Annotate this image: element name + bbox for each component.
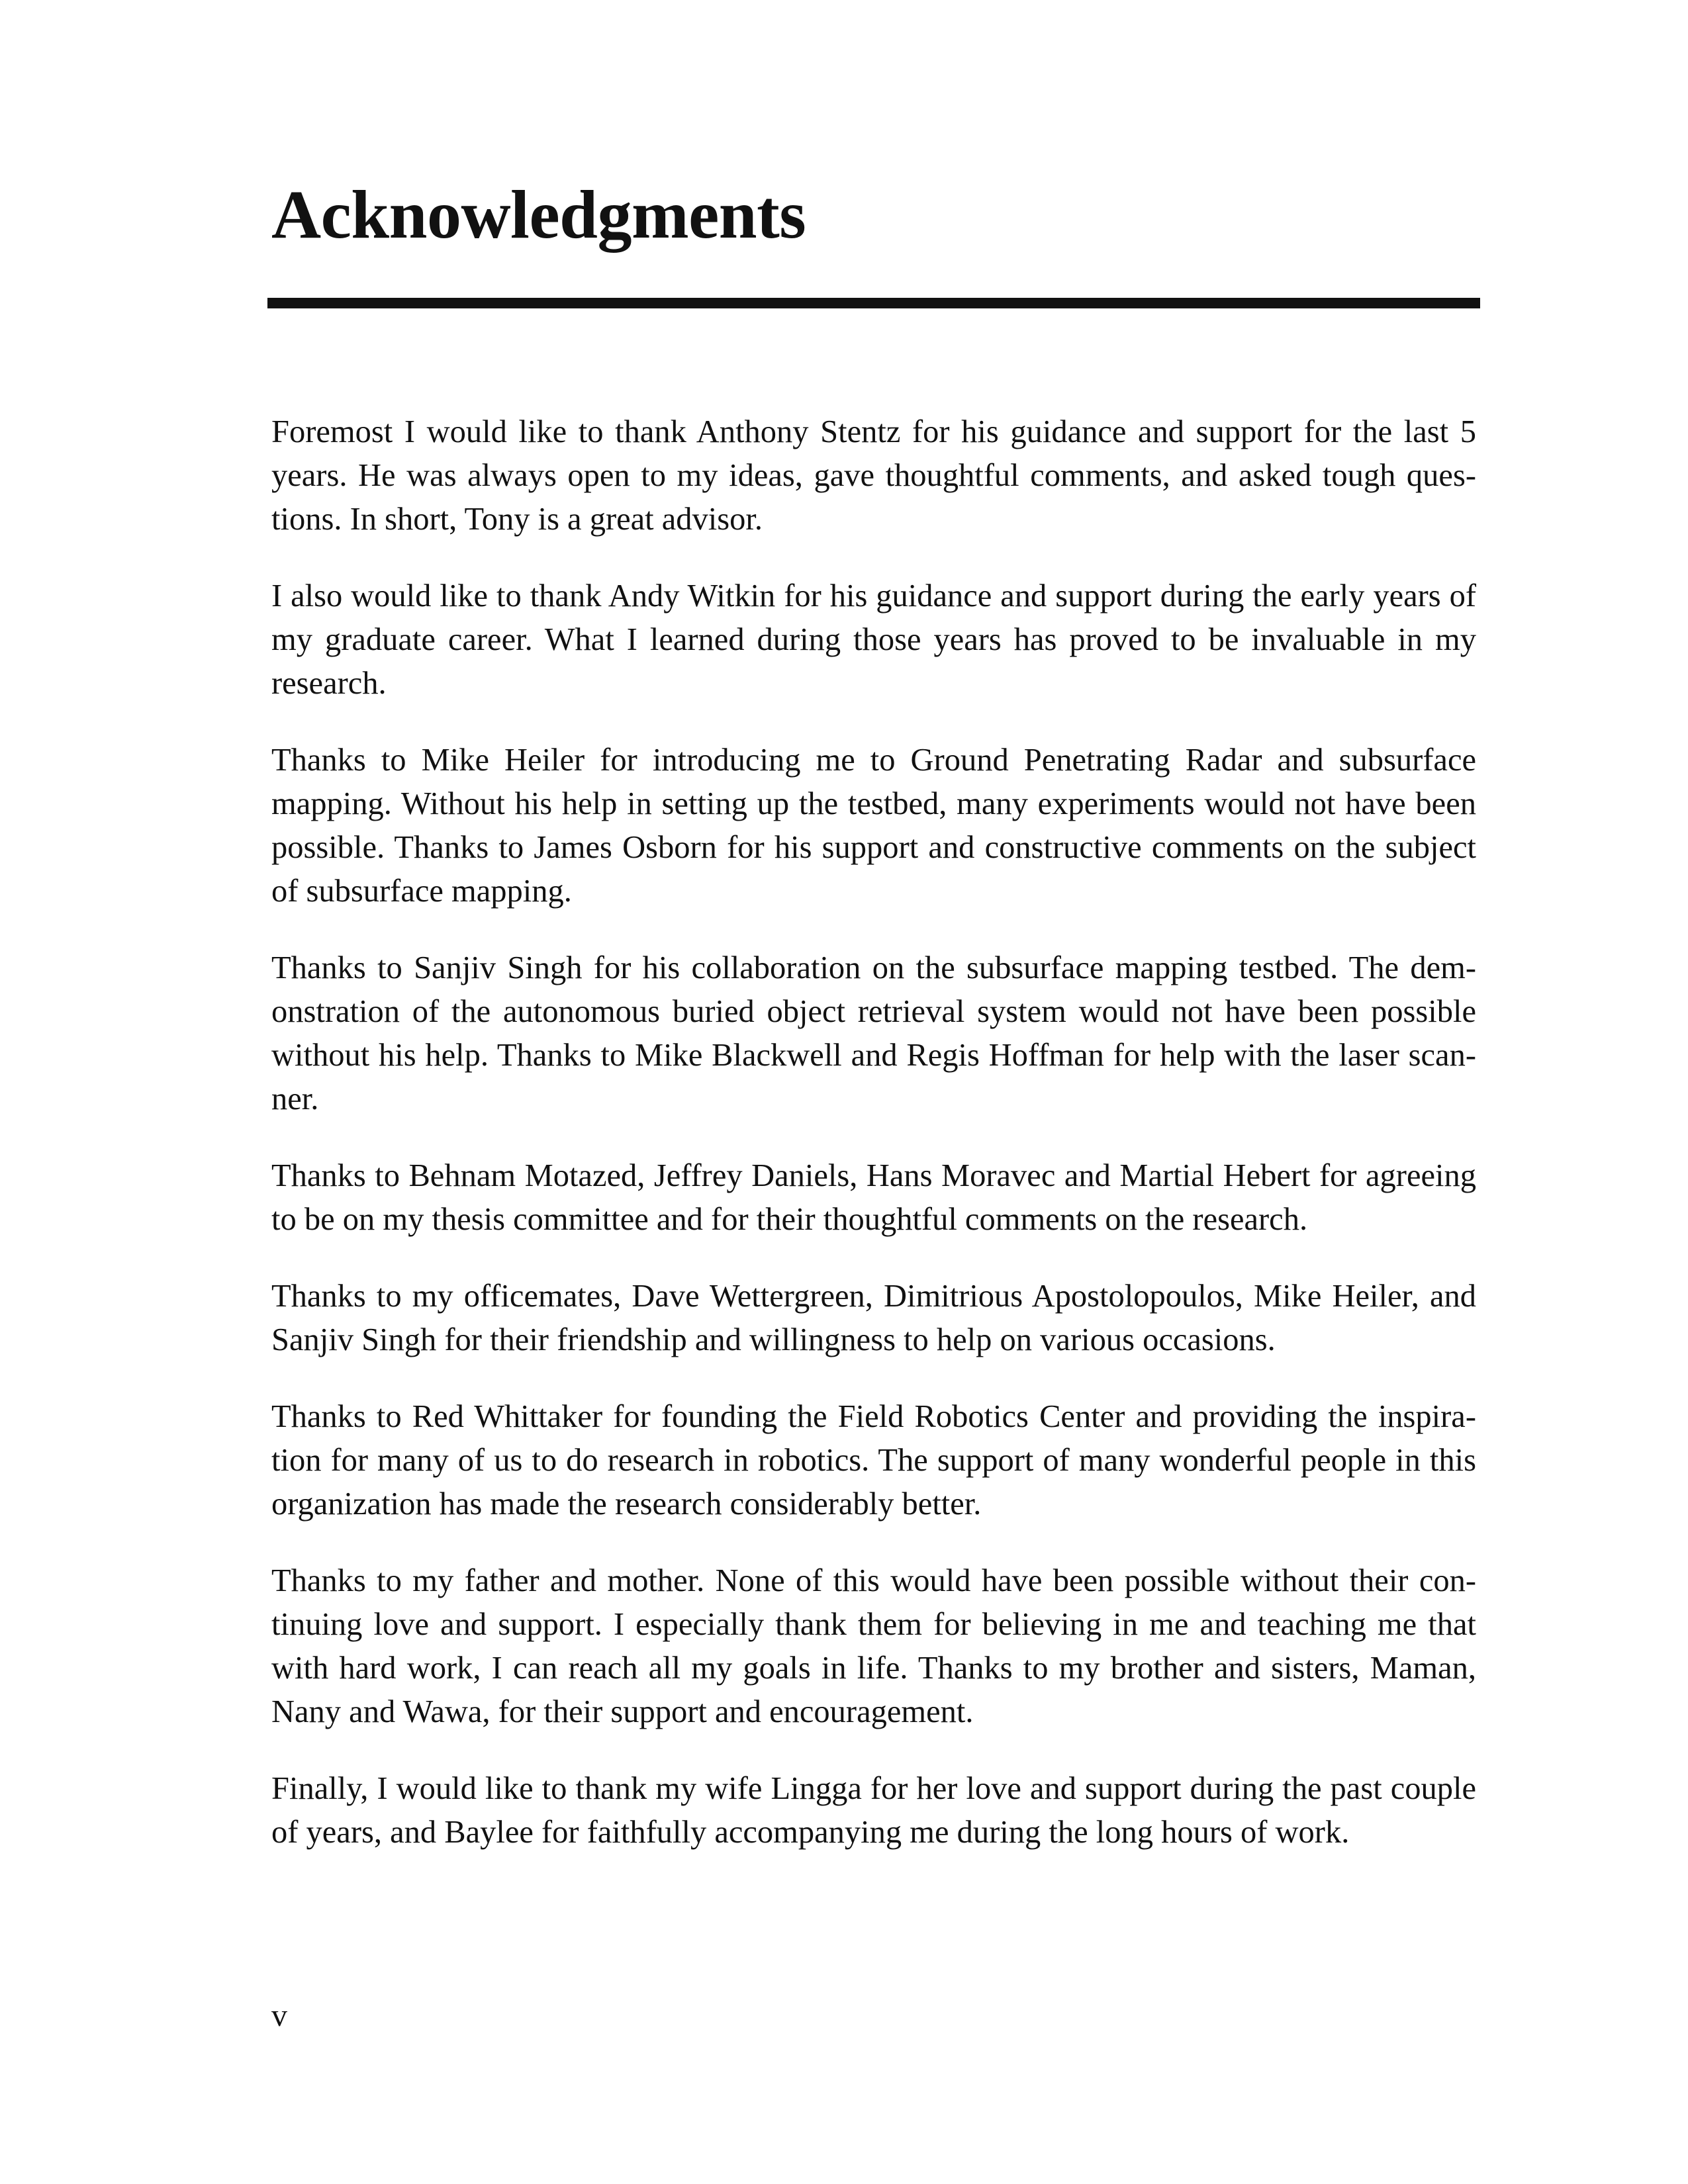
paragraph: Thanks to Behnam Motazed, Jeffrey Daniels, Hans Moravec and Martial Hebert for agreeing to be on my thesis committee and for their thoughtful comments on the research. xyxy=(271,1158,1476,1237)
paragraph: Thanks to my officemates, Dave Wettergreen, Dimitrious Apostolopoulos, Mike Heiler, and Sanjiv Singh for their friendship and willingness to help on various occasions. xyxy=(271,1279,1476,1357)
paragraph: Thanks to Mike Heiler for introducing me to Ground Penetrating Radar and subsurface mapping. Without his help in setting up the testbed, many experiments would not have been possible. Thanks to James Osborn for his support and constructive comments on the subject of subsurface mapping. xyxy=(271,743,1476,909)
paragraph: Finally, I would like to thank my wife Lingga for her love and support during the past couple of years, and Baylee for faithfully accompanying me during the long hours of work. xyxy=(271,1771,1476,1850)
paragraph: Thanks to my father and mother. None of this would have been possible without their continuing love and support. I especially thank them for believing in me and teaching me that with hard work, I can reach all my goals in life. Thanks to my brother and sisters, Maman, Nany and Wawa, for their support and encouragement. xyxy=(271,1563,1476,1729)
page-number: v xyxy=(271,1998,287,2033)
document-page xyxy=(271,0,1476,2184)
title-rule xyxy=(267,298,1480,308)
paragraph: I also would like to thank Andy Witkin for his guidance and support during the early years of my graduate career. What I learned during those years has proved to be invaluable in my research. xyxy=(271,578,1476,701)
paragraph: Thanks to Sanjiv Singh for his collaboration on the subsurface mapping testbed. The demonstration of the autonomous buried object retrieval system would not have been possible without his help. Thanks to Mike Blackwell and Regis Hoffman for help with the laser scanner. xyxy=(271,950,1476,1116)
page-title: Acknowledgments xyxy=(271,177,806,253)
paragraph: Foremost I would like to thank Anthony Stentz for his guidance and support for the last 5 years. He was always open to my ideas, gave thoughtful comments, and asked tough questions. In short, Tony is a great advisor. xyxy=(271,414,1476,537)
acknowledgments-body xyxy=(271,410,1476,1888)
paragraph: Thanks to Red Whittaker for founding the Field Robotics Center and providing the inspiration for many of us to do research in robotics. The support of many wonderful people in this organization has made the research considerably better. xyxy=(271,1399,1476,1522)
